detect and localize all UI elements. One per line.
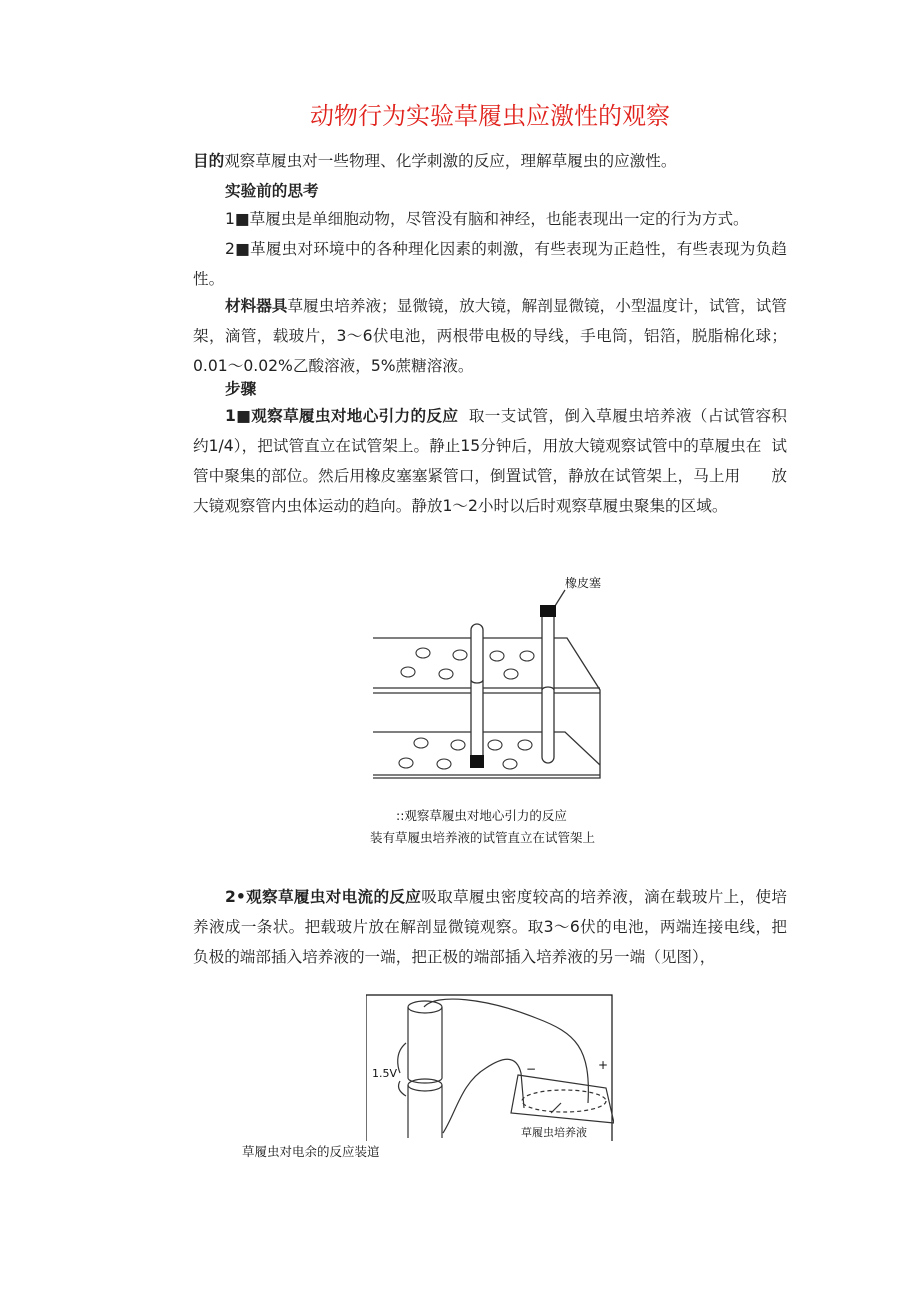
pre-thinking-item-2: 2■革履虫对环境中的各种理化因素的刺激，有些表现为正趋性，有些表现为负趋性。: [193, 240, 787, 288]
pre-thinking-heading-text: 实验前的思考: [225, 182, 319, 200]
stopper-label: 橡皮塞: [565, 576, 602, 590]
figure2-caption: 草履虫对电余的反应装逭: [242, 1144, 380, 1159]
materials-paragraph: [193, 291, 787, 381]
step2-label: 2•观察草履虫对电流的反应: [225, 888, 422, 906]
step1-paragraph: [193, 401, 797, 521]
voltage-label: 1.5V: [372, 1067, 398, 1080]
figure1-caption-1: ::观察草履虫对地心引力的反应: [396, 808, 567, 823]
negative-terminal-label: −: [526, 1062, 537, 1076]
materials-label: 材料器具: [225, 297, 288, 315]
step1-label: 1■观察草履虫对地心引力的反应: [225, 407, 459, 425]
step1-text: 取一支试管，倒入草履虫培养液（占试管容积 约1/4），把试管直立在试管架上。静止15分钟后，用放大镜观察试管中的草履虫在 试管中聚集的部位。然后用橡皮塞塞紧管口，倒置试管，静放在试管架上，马上用 放大镜观察管内虫体运动的趋向。静放1〜2小时以后时观察草履虫聚集的区域。: [193, 407, 797, 515]
materials-text: 草履虫培养液；显微镜，放大镜，解剖显微镜，小型温度计，试管，试管架，滴管，载玻片，3〜6伏电池，两根带电极的导线，手电筒，铝箔，脱脂棉化球；0.01〜0.02%乙酸溶液，5%蔗糖溶液。: [193, 297, 787, 375]
purpose-label: 目的: [193, 152, 225, 170]
pre-thinking-item-1: 1■草履虫是单细胞动物，尽管没有脑和神经，也能表现出一定的行为方式。: [225, 210, 749, 228]
test-tube-rack-diagram: [360, 570, 630, 790]
step2-paragraph: [193, 882, 787, 972]
electric-current-apparatus-diagram: [366, 993, 614, 1143]
step2-text: 吸取草履虫密度较高的培养液，滴在载玻片上，使培养液成一条状。把载玻片放在解剖显微镜观察。取3〜6伏的电池，两端连接电线，把负极的端部插入培养液的一端，把正极的端部插入培养液的另一端（见图），: [193, 888, 787, 966]
steps-heading-text: 步骤: [225, 380, 257, 398]
positive-terminal-label: +: [598, 1058, 609, 1072]
culture-label: 草履虫培养液: [521, 1126, 587, 1139]
page-title: 动物行为实验草履虫应激性的观察: [310, 102, 670, 130]
figure1-caption-2: 装有草履虫培养液的试管直立在试管架上: [370, 830, 596, 845]
purpose-paragraph: [193, 146, 787, 176]
purpose-text: 观察草履虫对一些物理、化学刺激的反应，理解草履虫的应激性。: [224, 152, 677, 170]
pre-thinking-heading: [193, 176, 787, 206]
steps-heading: [193, 374, 787, 404]
